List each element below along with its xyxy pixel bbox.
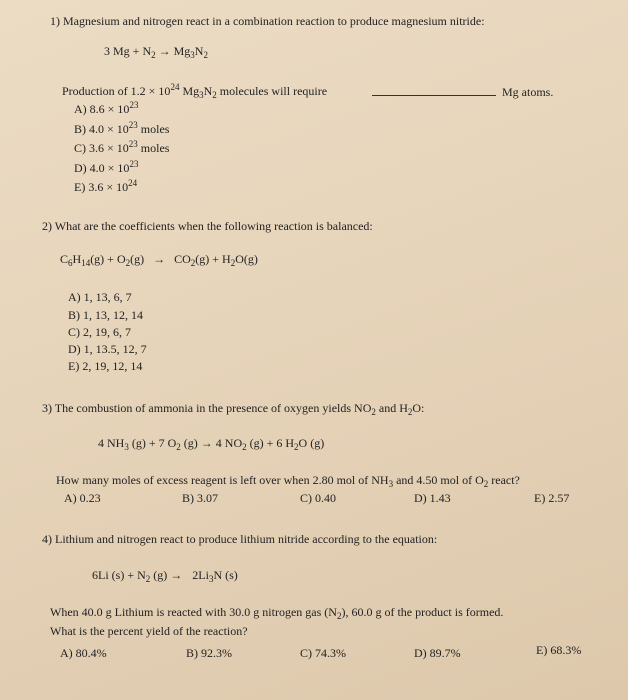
q4-equation: 6Li $(s) + N_2$ $(g) \to 2Li_3N$ (s) [92, 568, 238, 584]
q2-arrow: → [153, 252, 166, 266]
q3-prompt: How many moles of excess reagent is left over when 2.80 mol of $NH_3$ and 4.50 mol of $O_2$ react? [56, 473, 520, 489]
q1-option-e[interactable]: E) $3.6 \times 10^{24}$ [74, 178, 138, 194]
q1-option-c[interactable]: C) $3.6 \times 10^{23}$ moles [74, 139, 170, 155]
q1-option-a[interactable]: A) $8.6 \times 10^{23}$ [74, 100, 139, 116]
q4-prompt-line2: What is the percent yield of the reaction? [50, 624, 248, 638]
q4-option-d[interactable]: D) 89.7% [414, 646, 461, 660]
q3-option-a[interactable]: A) 0.23 [64, 491, 101, 505]
q4-question: 4) Lithium and nitrogen react to produce lithium nitride according to the equation: [42, 532, 438, 546]
q1-option-d[interactable]: D) $4.0 \times 10^{23}$ [74, 159, 139, 175]
q3-equation: 4 $NH_3$ (g) + 7 $O_2$ (g) → 4 $NO_2$ (g) + 6 $H_2O$ (g) [98, 436, 325, 452]
q1-option-b[interactable]: B) $4.0 \times 10^{23}$ moles [74, 120, 170, 136]
q4-option-b[interactable]: B) 92.3% [186, 646, 232, 660]
q3-option-e[interactable]: E) 2.57 [534, 491, 570, 505]
q2-option-e[interactable]: E) 2, 19, 12, 14 [68, 359, 143, 373]
q3-option-c[interactable]: C) 0.40 [300, 491, 336, 505]
q2-equation: $C_6H_{14}(g) + O_2(g) \to CO_2(g) + H_2O(g)$ [60, 252, 258, 268]
q1-question: 1) Magnesium and nitrogen react in a combination reaction to produce magnesium nitride: [50, 14, 485, 28]
q4-prompt-line1: When 40.0 g Lithium is reacted with 30.0 g nitrogen gas $(N_2)$, 60.0 g of the product is formed. [50, 605, 504, 621]
q4-option-a[interactable]: A) 80.4% [60, 646, 107, 660]
q3-option-b[interactable]: B) 3.07 [182, 491, 218, 505]
q2-question: 2) What are the coefficients when the following reaction is balanced: [42, 219, 373, 233]
q2-option-a[interactable]: A) 1, 13, 6, 7 [68, 290, 132, 304]
q4-option-c[interactable]: C) 74.3% [300, 646, 346, 660]
q1-equation: 3 $Mg + N_2 \to Mg_3N_2$ [104, 44, 208, 60]
q3-option-d[interactable]: D) 1.43 [414, 491, 451, 505]
q4-option-e[interactable]: E) 68.3% [536, 643, 582, 657]
q1-prompt: Production of $1.2 \times 10^{24}$ $Mg_3N_2$ molecules will require [62, 82, 328, 100]
q1-answer-blank[interactable] [372, 95, 496, 96]
q2-option-c[interactable]: C) 2, 19, 6, 7 [68, 325, 131, 339]
q2-option-b[interactable]: B) 1, 13, 12, 14 [68, 308, 143, 322]
q3-question: 3) The combustion of ammonia in the presence of oxygen yields $NO_2$ and $H_2O$: [42, 401, 425, 417]
q2-option-d[interactable]: D) 1, 13.5, 12, 7 [68, 342, 147, 356]
q1-units: Mg atoms. [502, 85, 554, 99]
